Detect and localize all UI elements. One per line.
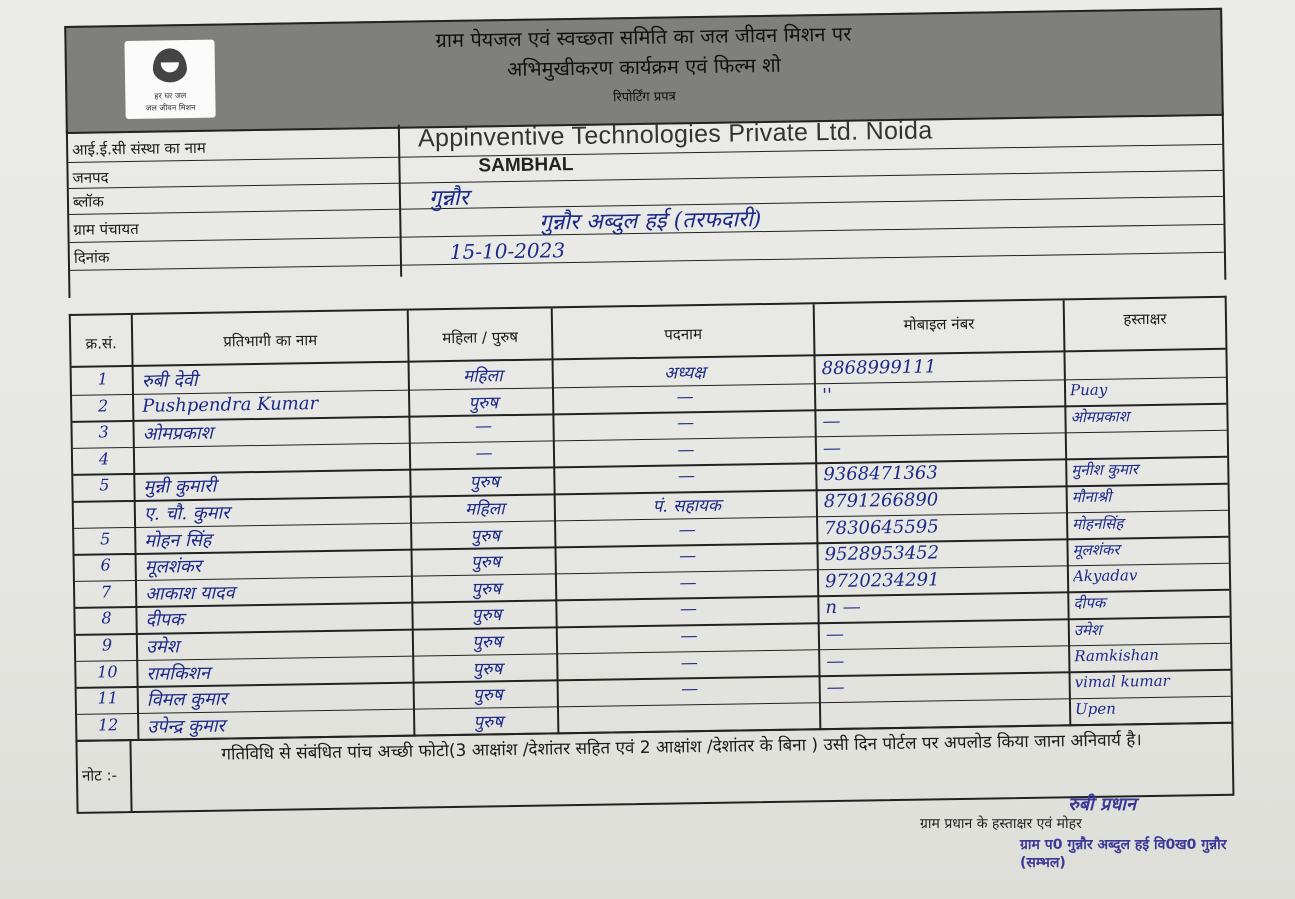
cell-mobile: — bbox=[822, 411, 841, 433]
col-header-name: प्रतिभागी का नाम bbox=[223, 331, 318, 351]
cell-serial: 9 bbox=[101, 635, 113, 655]
cell-gender: महिला bbox=[462, 366, 503, 387]
cell-designation: — bbox=[680, 626, 698, 647]
cell-serial: 1 bbox=[97, 369, 109, 389]
cell-signature: Upen bbox=[1074, 699, 1116, 719]
cell-serial: 11 bbox=[97, 688, 119, 708]
col-header-gender: महिला / पुरुष bbox=[442, 327, 519, 348]
iec-label: आई.ई.सी संस्था का नाम bbox=[72, 138, 206, 159]
cell-name: दीपक bbox=[145, 609, 185, 632]
col-header-serial: क्र.सं. bbox=[85, 334, 117, 353]
district-value: SAMBHAL bbox=[478, 154, 574, 177]
date-label: दिनांक bbox=[73, 248, 110, 267]
cell-name: मोहन सिंह bbox=[144, 529, 212, 552]
cell-signature: उमेश bbox=[1073, 620, 1102, 640]
cell-gender: — bbox=[475, 443, 493, 464]
iec-value: Appinventive Technologies Private Ltd. Noida bbox=[417, 116, 933, 153]
cell-name: आकाश यादव bbox=[144, 582, 235, 605]
cell-gender: पुरुष bbox=[471, 579, 502, 600]
cell-serial: 7 bbox=[100, 582, 112, 602]
cell-name: विमल कुमार bbox=[146, 688, 227, 711]
cell-name: Pushpendra Kumar bbox=[142, 392, 319, 417]
cell-mobile: 9368471363 bbox=[823, 462, 939, 486]
cell-designation: — bbox=[676, 413, 695, 434]
logo-text: हर घर जल bbox=[154, 91, 187, 101]
cell-signature: दीपक bbox=[1073, 594, 1106, 613]
cell-serial: 4 bbox=[98, 449, 110, 469]
note-divider bbox=[129, 741, 132, 811]
cell-gender: पुरुष bbox=[469, 472, 500, 494]
cell-gender: — bbox=[474, 416, 493, 437]
form-title-line2: अभिमुखीकरण कार्यक्रम एवं फिल्म शो bbox=[506, 52, 782, 82]
cell-mobile: — bbox=[826, 650, 845, 672]
cell-serial: 8 bbox=[101, 608, 112, 628]
cell-signature: मुनीश कुमार bbox=[1071, 460, 1139, 480]
logo-subtext: जल जीवन मिशन bbox=[145, 102, 196, 113]
date-value: 15-10-2023 bbox=[449, 238, 566, 264]
cell-gender: पुरुष bbox=[472, 685, 503, 706]
note-text: गतिविधि से संबंधित पांच अच्छी फोटो(3 आक्षांश /देशांतर सहित एवं 2 आक्षांश /देशांतर के बिना ) उसी दिन पोर्टल पर अपलोड किया जाना अनिवार्य है। bbox=[221, 730, 1142, 765]
cell-mobile: 7830645595 bbox=[824, 515, 939, 539]
cell-gender: पुरुष bbox=[468, 392, 499, 414]
cell-designation: पं. सहायक bbox=[652, 495, 722, 517]
block-value: गुन्नौर bbox=[428, 185, 469, 212]
cell-signature: मूलशंकर bbox=[1072, 540, 1120, 560]
cell-designation: अध्यक्ष bbox=[663, 362, 706, 384]
cell-gender: पुरुष bbox=[470, 552, 501, 573]
pradhan-stamp-name: रुबी प्रधान bbox=[1068, 794, 1136, 815]
cell-gender: पुरुष bbox=[472, 658, 503, 680]
cell-designation: — bbox=[680, 652, 698, 673]
form-title-line1: ग्राम पेयजल एवं स्वच्छता समिति का जल जीवन मिशन पर bbox=[435, 21, 852, 53]
cell-designation: — bbox=[677, 466, 696, 487]
cell-designation: — bbox=[678, 546, 697, 567]
pradhan-signature-area bbox=[920, 780, 1240, 880]
cell-designation: — bbox=[679, 572, 697, 594]
cell-mobile: 9528953452 bbox=[824, 542, 940, 566]
cell-mobile: 9720234291 bbox=[824, 569, 940, 592]
pradhan-signature-label: ग्राम प्रधान के हस्ताक्षर एवं मोहर bbox=[920, 816, 1082, 832]
cell-name: ए. चौ. कुमार bbox=[143, 502, 230, 525]
gram-panchayat-label: ग्राम पंचायत bbox=[73, 219, 139, 239]
cell-signature bbox=[1069, 352, 1223, 354]
cell-mobile: '' bbox=[821, 384, 833, 406]
gram-panchayat-value: गुन्नौर अब्दुल हई (तरफदारी) bbox=[539, 207, 762, 236]
cell-name: मूलशंकर bbox=[144, 556, 202, 578]
cell-signature: Puay bbox=[1069, 380, 1108, 399]
cell-name: उपेन्द्र कुमार bbox=[147, 715, 225, 738]
cell-name: रामकिशन bbox=[146, 662, 211, 685]
cell-signature: मौनाश्री bbox=[1071, 487, 1112, 507]
block-label: ब्लॉक bbox=[72, 192, 104, 211]
cell-name: उमेश bbox=[145, 636, 180, 658]
cell-serial: 5 bbox=[99, 475, 110, 495]
info-block bbox=[66, 112, 1226, 298]
cell-serial: 2 bbox=[97, 395, 109, 416]
cell-signature: vimal kumar bbox=[1074, 671, 1170, 692]
cell-name: ओमप्रकाश bbox=[142, 422, 213, 446]
district-label: जनपद bbox=[72, 168, 109, 187]
reporting-form bbox=[64, 0, 1234, 812]
cell-serial: 10 bbox=[97, 661, 118, 682]
cell-designation: — bbox=[677, 439, 695, 461]
cell-signature: ओमप्रकाश bbox=[1070, 407, 1130, 427]
col-header-mobile: मोबाइल नंबर bbox=[903, 314, 975, 334]
cell-mobile: — bbox=[826, 677, 845, 699]
cell-signature: मोहनसिंह bbox=[1072, 514, 1124, 533]
cell-mobile: 8791266890 bbox=[823, 489, 939, 513]
cell-signature: Ramkishan bbox=[1074, 645, 1160, 665]
form-subtitle: रिपोर्टिंग प्रपत्र bbox=[612, 89, 676, 106]
cell-designation: — bbox=[681, 679, 699, 700]
cell-serial: 12 bbox=[97, 715, 119, 735]
cell-designation: — bbox=[678, 519, 696, 541]
cell-serial: 5 bbox=[100, 528, 111, 549]
note-label: नोट :- bbox=[81, 766, 118, 785]
cell-gender: महिला bbox=[464, 499, 505, 520]
pradhan-stamp-text: ग्राम प0 गुन्नौर अब्दुल हई वि0ख0 गुन्नौर (सम्भल) bbox=[1020, 837, 1227, 871]
cell-gender: पुरुष bbox=[471, 605, 502, 627]
cell-name: रुबी देवी bbox=[141, 369, 198, 392]
cell-name: मुन्नी कुमारी bbox=[143, 476, 217, 499]
cell-gender: पुरुष bbox=[470, 525, 501, 547]
cell-designation: — bbox=[676, 386, 694, 408]
col-header-signature: हस्ताक्षर bbox=[1123, 309, 1167, 329]
col-header-designation: पदनाम bbox=[664, 325, 703, 344]
cell-mobile: n — bbox=[825, 596, 861, 619]
cell-designation: — bbox=[679, 599, 698, 620]
cell-mobile: 8868999111 bbox=[821, 356, 937, 380]
cell-serial: 6 bbox=[100, 555, 111, 575]
cell-mobile: — bbox=[822, 437, 842, 459]
participants-table bbox=[69, 296, 1234, 742]
cell-signature: Akyadav bbox=[1072, 566, 1138, 586]
cell-serial: 3 bbox=[98, 422, 109, 442]
cell-gender: पुरुष bbox=[471, 632, 502, 653]
cell-gender: पुरुष bbox=[473, 711, 504, 733]
cell-mobile: — bbox=[825, 623, 845, 646]
